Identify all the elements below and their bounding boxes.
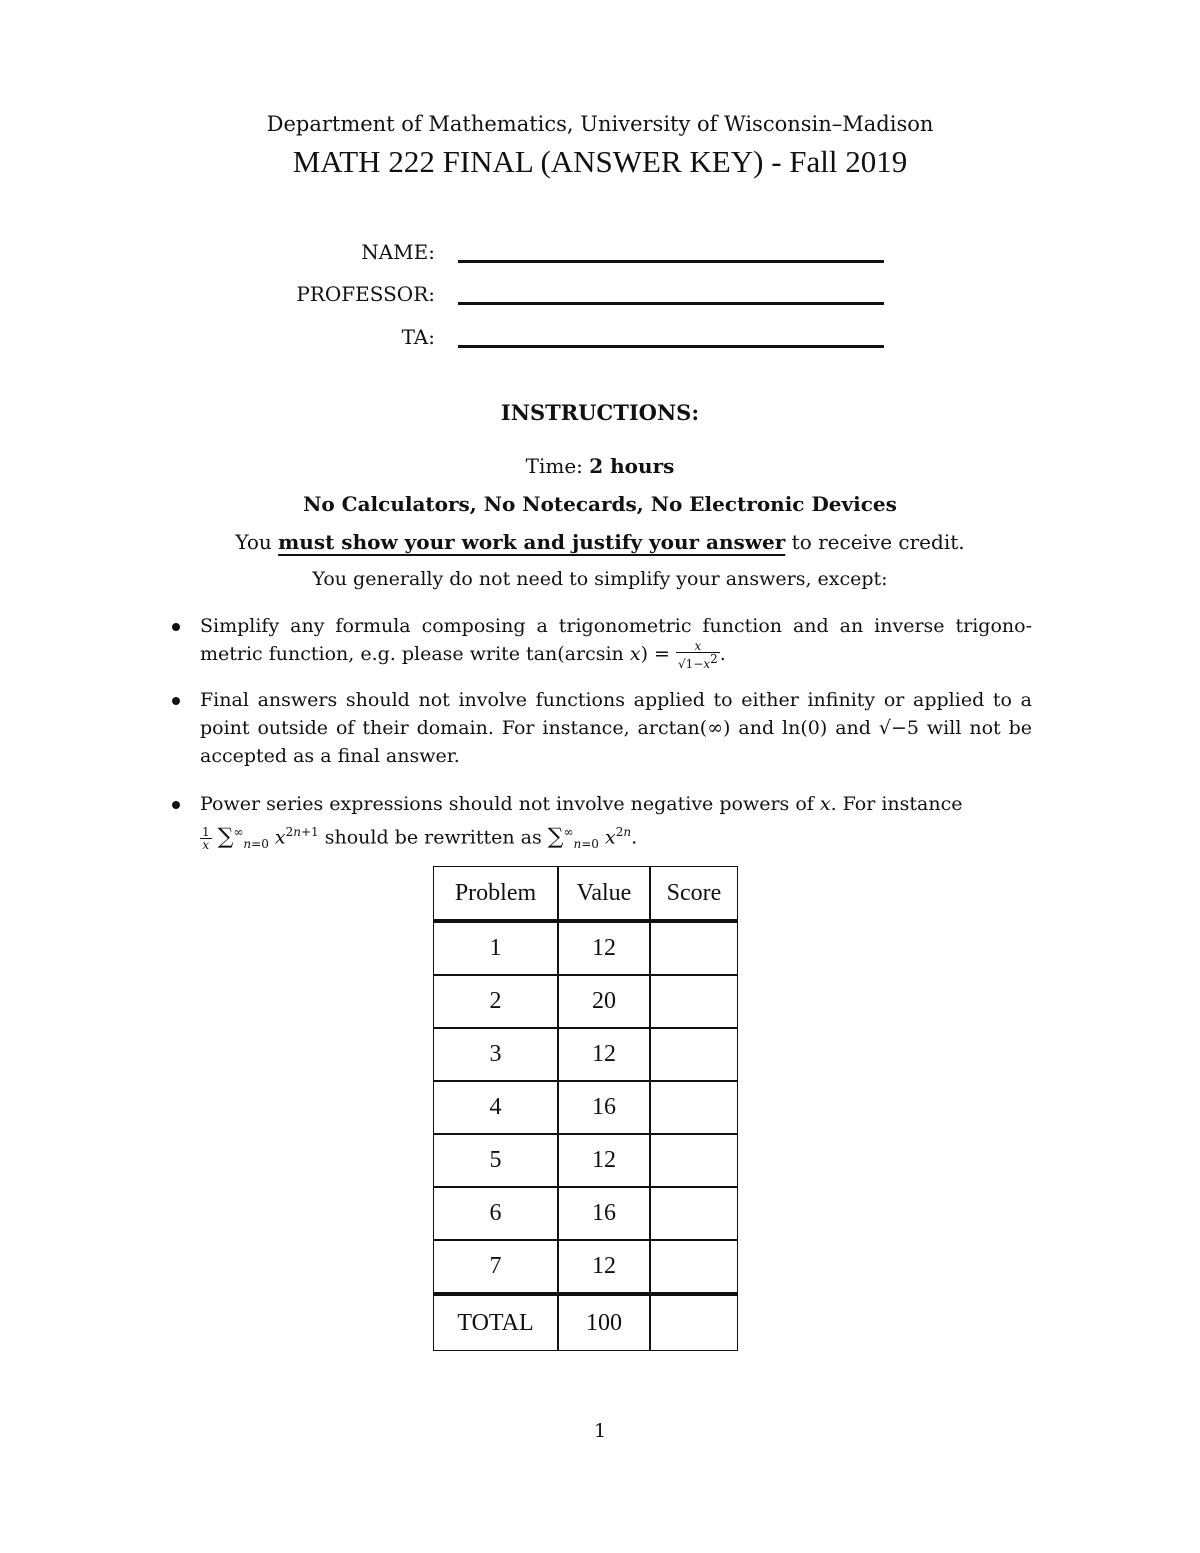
bullet-icon xyxy=(172,801,180,809)
bullet3-text-a: Power series expressions should not involve negative powers of xyxy=(200,793,820,815)
simplify-note: You generally do not need to simplify your answers, except: xyxy=(312,568,888,590)
problem-cell: 1 xyxy=(433,922,558,975)
bullet3-text-b: . For instance xyxy=(830,793,963,815)
total-value: 100 xyxy=(558,1293,650,1351)
score-cell xyxy=(650,1240,738,1293)
problem-cell: 2 xyxy=(433,975,558,1028)
must-emphasis: must show your work and justify your answer xyxy=(278,530,786,554)
table-row xyxy=(433,975,738,1028)
table-header-row xyxy=(433,866,738,922)
table-row xyxy=(433,1081,738,1134)
score-cell xyxy=(650,1134,738,1187)
header-value: Value xyxy=(558,866,650,922)
header-problem: Problem xyxy=(433,866,558,922)
problem-cell: 7 xyxy=(433,1240,558,1293)
professor-label: PROFESSOR: xyxy=(296,282,435,306)
score-cell xyxy=(650,922,738,975)
bullet-power-series: Power series expressions should not involve negative powers of x. For instance $\frac{1}{x}$ $\sum^\infty_{n=0}$ $x^{2n+1}$ should be rewritten as $\sum^\infty_{n=0}$ $x^{2n}$. xyxy=(172,790,1032,858)
table-total-row xyxy=(433,1293,738,1351)
table-row xyxy=(433,922,738,975)
ta-field xyxy=(0,325,1200,355)
name-field xyxy=(0,240,1200,270)
value-cell: 12 xyxy=(558,1240,650,1293)
problem-cell: 3 xyxy=(433,1028,558,1081)
table-row xyxy=(433,1028,738,1081)
time-value: 2 hours xyxy=(589,454,675,478)
total-score-cell xyxy=(650,1293,738,1351)
table-row xyxy=(433,1187,738,1240)
bullet1-text-b: ) = xyxy=(640,643,676,665)
ta-line xyxy=(458,345,884,348)
time-prefix: Time: xyxy=(525,454,590,478)
bullet2-text: Final answers should not involve functions applied to either infinity or applied to a point outside of their domain. For instance, arctan(∞) and ln(0) and √−5 will not be accepted as a final answer. xyxy=(200,689,1032,767)
bullet-trig: Simplify any formula composing a trigonometric function and an inverse trigono-metric function, e.g. please write tan(arcsin x) = $\frac{x}{√1-x^2}$ . xyxy=(172,612,1032,670)
value-cell: 12 xyxy=(558,922,650,975)
one-over-x-fraction: $\frac{1}{x}$ xyxy=(202,824,210,852)
professor-line xyxy=(458,302,884,305)
value-cell: 12 xyxy=(558,1028,650,1081)
score-cell xyxy=(650,1028,738,1081)
bullet3-text-c: should be rewritten as xyxy=(324,826,542,849)
instructions-heading: INSTRUCTIONS: xyxy=(500,400,700,425)
show-work-rule xyxy=(0,530,1200,554)
bullet1-text-c: . xyxy=(719,643,726,665)
table-row xyxy=(433,1240,738,1293)
problem-cell: 4 xyxy=(433,1081,558,1134)
department-heading: Department of Mathematics, University of Wisconsin–Madison xyxy=(266,112,934,136)
value-cell: 16 xyxy=(558,1187,650,1240)
score-cell xyxy=(650,1187,738,1240)
bullet-icon xyxy=(172,623,180,631)
professor-field xyxy=(0,282,1200,312)
no-devices-rule: No Calculators, No Notecards, No Electronic Devices xyxy=(303,492,897,516)
score-cell xyxy=(650,1081,738,1134)
value-cell: 16 xyxy=(558,1081,650,1134)
name-line xyxy=(458,260,884,263)
problem-cell: 5 xyxy=(433,1134,558,1187)
time-limit xyxy=(0,454,1200,478)
ta-label: TA: xyxy=(401,325,435,349)
bullet1-text-a: Simplify any formula composing a trigonometric function and an inverse trigono-metric function, e.g. please write tan(arcsin xyxy=(200,615,1032,665)
problem-cell: 6 xyxy=(433,1187,558,1240)
table-row xyxy=(433,1134,738,1187)
page-number: 1 xyxy=(593,1420,607,1442)
must-prefix: You xyxy=(235,530,279,554)
total-label: TOTAL xyxy=(433,1293,558,1351)
value-cell: 12 xyxy=(558,1134,650,1187)
bullet-domain xyxy=(172,686,1032,770)
exam-title: MATH 222 FINAL (ANSWER KEY) - Fall 2019 xyxy=(292,144,908,179)
value-cell: 20 xyxy=(558,975,650,1028)
trig-fraction: $\frac{x}{√1-x^2}$ xyxy=(677,639,718,671)
score-cell xyxy=(650,975,738,1028)
name-label: NAME: xyxy=(361,240,435,264)
bullet-icon xyxy=(172,697,180,705)
header-score: Score xyxy=(650,866,738,922)
score-table xyxy=(433,866,738,1351)
must-suffix: to receive credit. xyxy=(785,530,965,554)
